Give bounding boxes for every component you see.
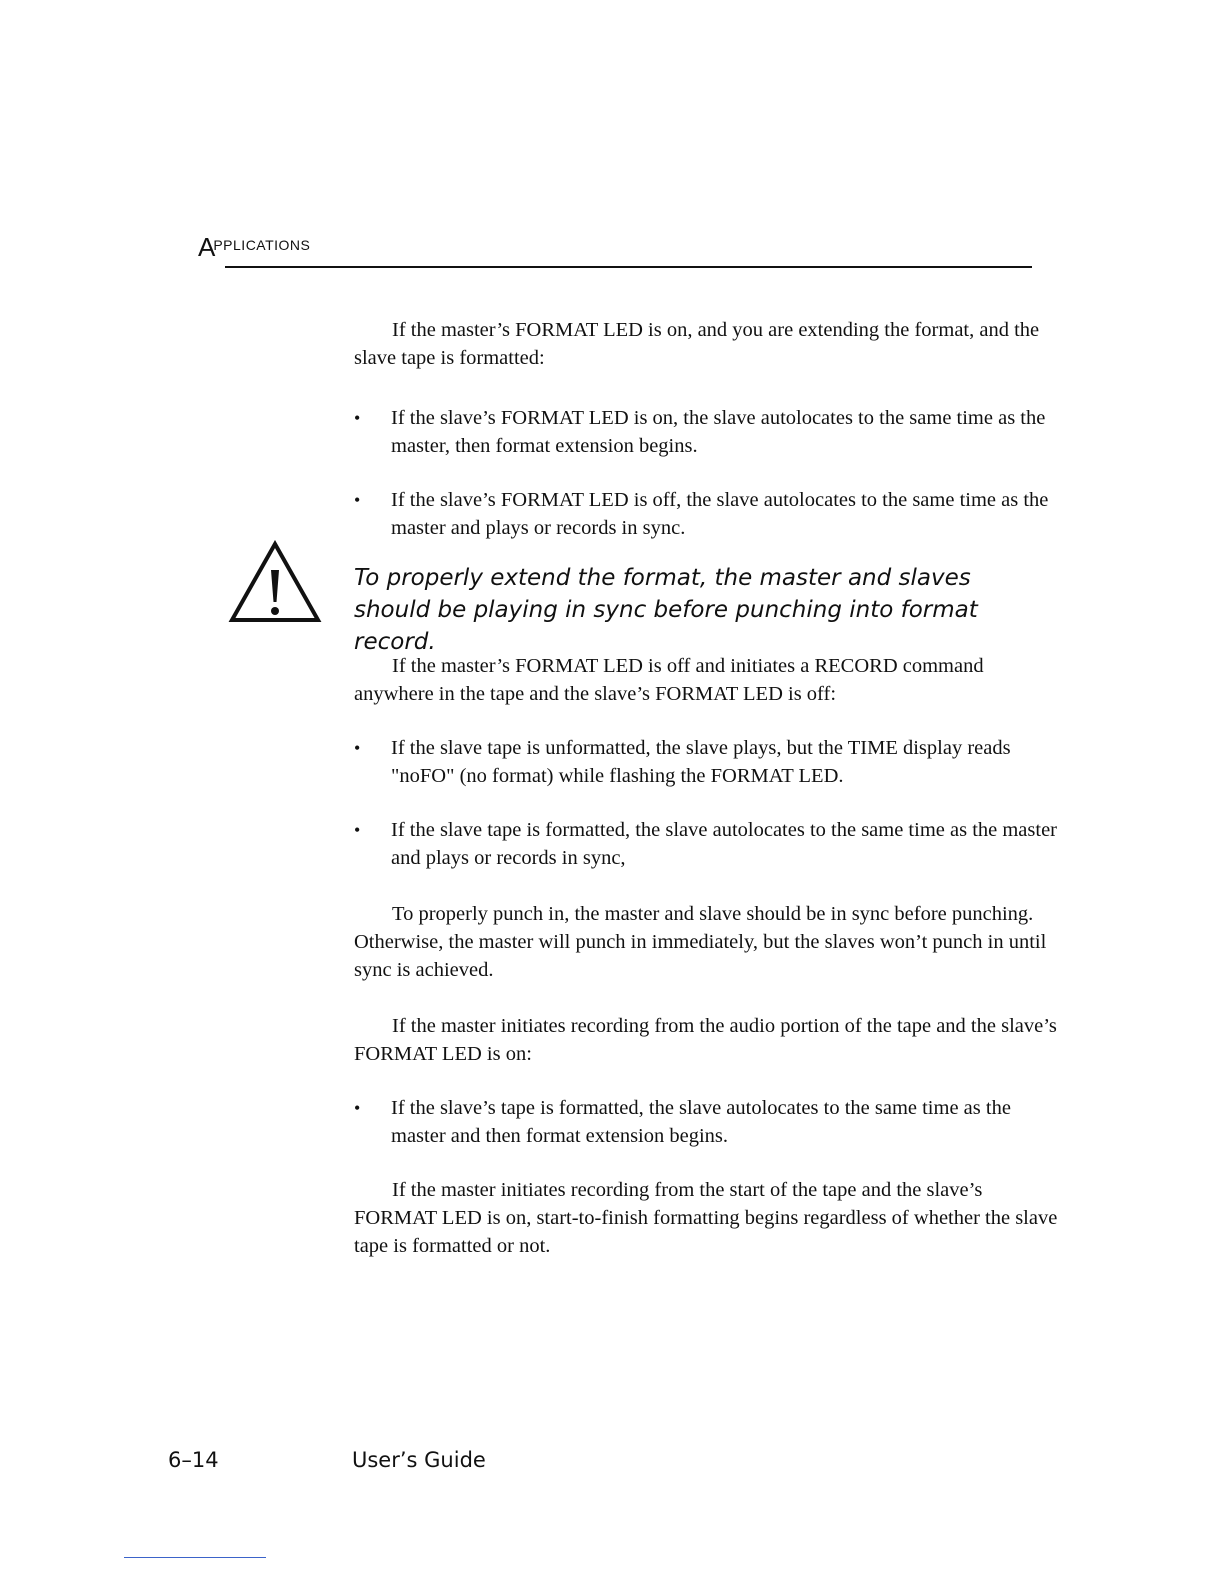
list-item	[354, 404, 1064, 460]
list-item	[354, 1094, 1064, 1150]
list-item-text: If the slave’s FORMAT LED is off, the slave autolocates to the same time as the master and plays or records in sync.	[391, 489, 1049, 539]
paragraph-audio-portion: If the master initiates recording from the audio portion of the tape and the slave’s FORMAT LED is on:	[354, 1015, 1057, 1065]
page-number: 6–14	[168, 1448, 219, 1472]
warning-triangle-icon	[228, 540, 322, 624]
paragraph-format-extension: If the master’s FORMAT LED is on, and you are extending the format, and the slave tape is formatted:	[354, 319, 1040, 369]
paragraph-punch-in: To properly punch in, the master and slave should be in sync before punching. Otherwise, the master will punch in immediately, but the slaves won’t punch in until sync is achieved.	[354, 903, 1047, 981]
guide-title: User’s Guide	[352, 1448, 486, 1472]
bottom-divider	[124, 1557, 266, 1558]
main-content	[354, 316, 1064, 542]
main-content-continued	[354, 652, 1064, 1260]
caution-note: To properly extend the format, the master and slaves should be playing in sync before punching into format record.	[354, 565, 978, 655]
list-item-text: If the slave’s tape is formatted, the slave autolocates to the same time as the master and then format extension begins.	[391, 1097, 1011, 1147]
bullet-icon	[354, 816, 366, 844]
list-item	[354, 734, 1064, 790]
section-header	[198, 232, 312, 263]
bullet-icon	[354, 1094, 366, 1122]
bullet-icon	[354, 734, 366, 762]
paragraph-start-to-finish: If the master initiates recording from the start of the tape and the slave’s FORMAT LED is on, start-to-finish formatting begins regardless of whether the slave tape is formatted or not.	[354, 1179, 1058, 1257]
list-item-text: If the slave tape is formatted, the slave autolocates to the same time as the master and plays or records in sync,	[391, 819, 1058, 869]
list-item	[354, 816, 1064, 872]
list-item-text: If the slave’s FORMAT LED is on, the slave autolocates to the same time as the master, then format extension begins.	[391, 407, 1046, 457]
section-header-initial: A	[198, 232, 216, 262]
bullet-icon	[354, 404, 366, 432]
section-header-rest: PPLICATIONS	[213, 237, 311, 253]
list-item-text: If the slave tape is unformatted, the slave plays, but the TIME display reads "noFO" (no format) while flashing the FORMAT LED.	[391, 737, 1011, 787]
header-rule	[225, 266, 1032, 268]
bullet-icon	[354, 486, 366, 514]
paragraph-record-command: If the master’s FORMAT LED is off and initiates a RECORD command anywhere in the tape and the slave’s FORMAT LED is off:	[354, 655, 984, 705]
list-item	[354, 486, 1064, 542]
